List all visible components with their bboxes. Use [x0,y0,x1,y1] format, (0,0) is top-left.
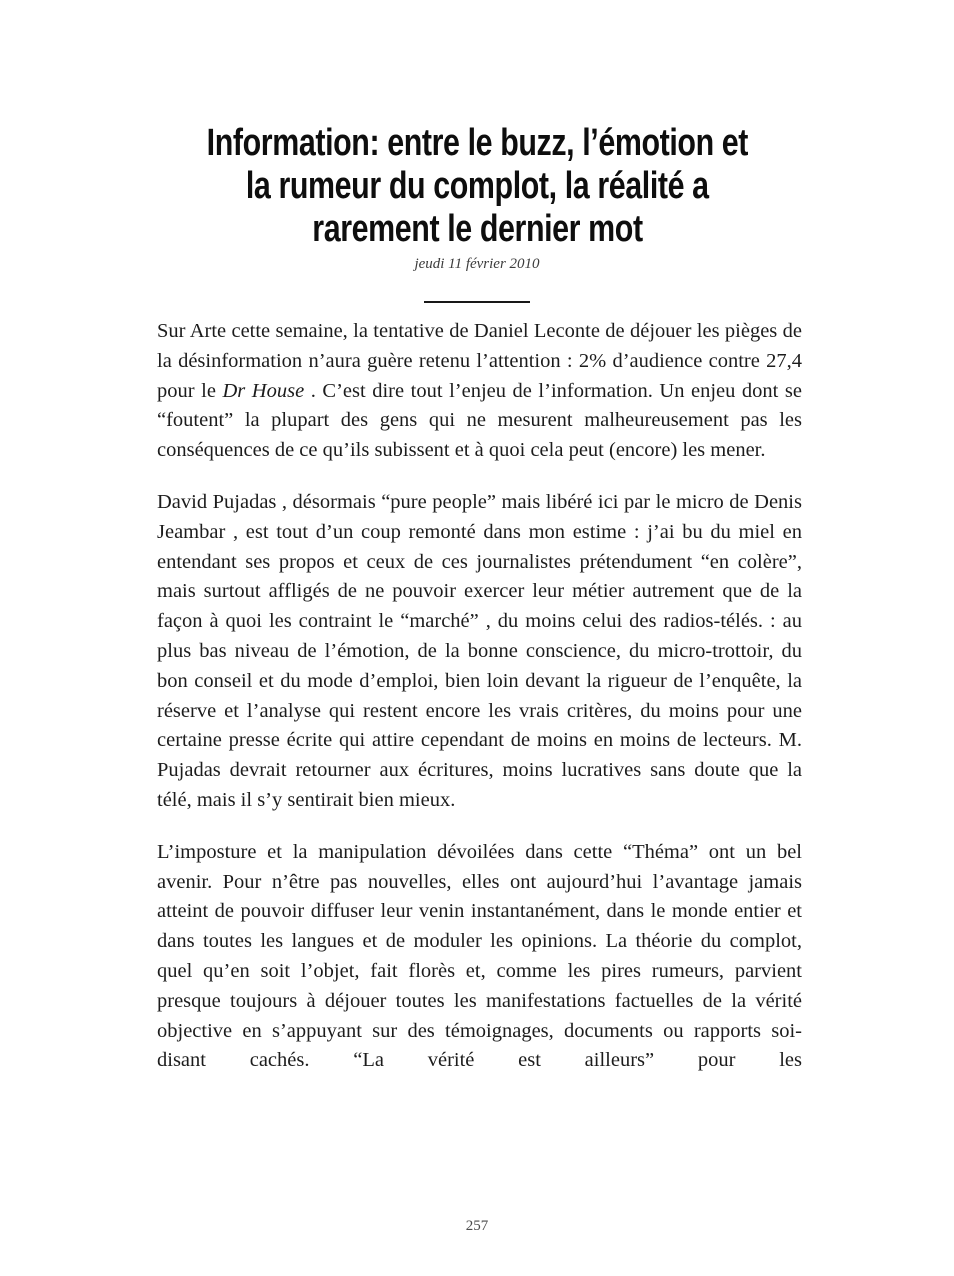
article-title-line-1-text: Information: entre le buzz, l’émotion et [206,122,748,164]
article-date: jeudi 11 février 2010 [414,256,540,272]
page-number: 257 [465,1218,489,1234]
paragraph-3: L’imposture et la manipulation dévoilées dans cette “Théma” ont un bel avenir. Pour n’être pas nouvelles, elles ont aujourd’hui l’avantage jamais atteint de pouvoir diffuser leur venin instantanément, dans le monde entier et dans toutes les langues et de moduler les opinions. La théorie du complot, quel qu’en soit l’objet, fait florès et, comme les pires rumeurs, parvient presque toujours à déjouer toutes les manifestations factuelles de la vérité objective en s’appuyant sur des témoignages, documents ou rapports soi-disant cachés. “La vérité est ailleurs” pour les [157,840,802,1072]
article-title-line-3-text: rarement le dernier mot [311,208,643,250]
paragraph-1-text-before: Sur Arte cette semaine, la tentative de Daniel Leconte de déjouer les pièges de la désinformation n’aura guère retenu l’attention : 2% d’audience contre 27,4 pour le [157,320,802,402]
paragraph-1-text-after: . C’est dire tout l’enjeu de l’information. Un enjeu dont se “foutent” la plupart des gens qui ne mesurent malheureusement pas les conséquences de ce qu’ils subissent et à quoi cela peut (encore) les mener. [157,379,803,462]
article-body [157,317,802,1076]
paragraph-1 [157,317,802,466]
paragraph-2: David Pujadas , désormais “pure people” mais libéré ici par le micro de Denis Jeambar , est tout d’un coup remonté dans mon estime : j’ai bu du miel en entendant ses propos et ceux de ces journalistes prétendument “en colère”, mais surtout affligés de ne pouvoir exercer leur métier autrement que de la façon à quoi les contraint le “marché” , du moins celui des radios-télés. : au plus bas niveau de l’émotion, de la bonne conscience, du micro-trottoir, du bon conseil et du mode d’emploi, bien loin devant la rigueur de l’enquête, la réserve et l’analyse qui restent encore les vrais critères, du moins pour une certaine presse écrite qui attire cependant de moins en moins de lecteurs. M. Pujadas devrait retourner aux écritures, moins lucratives sans doute que la télé, mais il s’y sentirait bien mieux. [157,490,802,811]
article-title-line-2-text: la rumeur du complot, la réalité a [245,165,709,207]
article-title [0,122,954,251]
work-title-dr-house: Dr House [222,379,305,402]
article-title-line-3 [0,208,954,251]
section-divider [424,301,530,303]
article-title-line-2 [0,165,954,208]
article-title-line-1 [0,122,954,165]
